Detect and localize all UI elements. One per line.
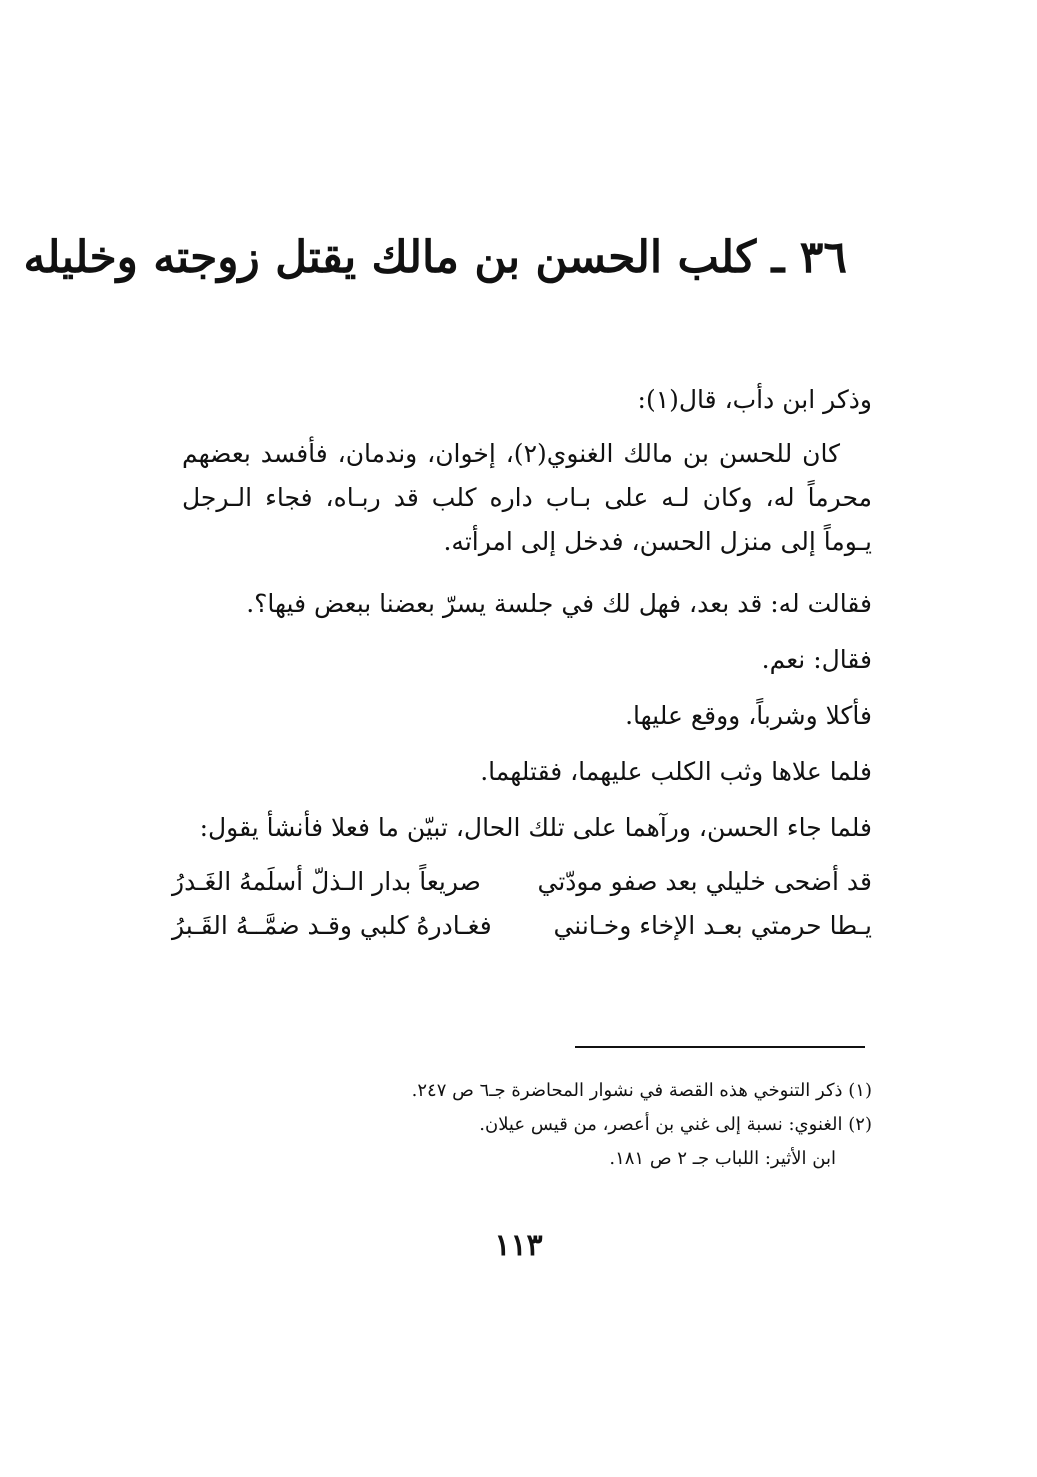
story-paragraph: [182, 432, 872, 564]
paragraph-text: فقالت له: قد بعد، فهل لك في جلسة يسرّ بعضنا ببعض فيها؟.: [246, 589, 872, 618]
footnote-2-continuation: ابن الأثير: اللباب جـ ٢ ص ١٨١.: [609, 1148, 836, 1169]
poem: [172, 860, 872, 948]
footnotes: [182, 1074, 872, 1176]
verse-line: [172, 904, 872, 948]
intro-line: [182, 378, 872, 422]
verse-second-hemistich: صريعاً بدار الـذلّ أسلَمهُ الغَـدرُ: [172, 867, 481, 896]
paragraph-text: فلما جاء الحسن، ورآهما على تلك الحال، تبيّن ما فعلا فأنشأ يقول:: [199, 813, 872, 842]
footnote-1: (١) ذكر التنوخي هذه القصة في نشوار المحاضرة جـ٦ ص ٢٤٧.: [411, 1080, 872, 1101]
dialogue-line: [182, 638, 872, 682]
narrative-line: [182, 750, 872, 794]
verse-first-hemistich: يـطا حرمتي بعـد الإخاء وخـانني: [553, 911, 872, 940]
verse-line: [172, 860, 872, 904]
paragraph-text: كان للحسن بن مالك الغنوي(٢)، إخوان، وندمان، فأفسد بعضهم محرماً له، وكان لـه على بـاب داره كلب قد ربـاه، فجاء الـرجل يـوماً إلى منزل الحسن، فدخل إلى امرأته.: [182, 439, 872, 556]
footnote-separator: [575, 1046, 865, 1048]
narrative-line: [182, 694, 872, 738]
chapter-title: ٣٦ ـ كلب الحسن بن مالك يقتل زوجته وخليله: [23, 232, 847, 283]
footnote-2: (٢) الغنوي: نسبة إلى غني بن أعصر، من قيس عيلان.: [479, 1114, 872, 1135]
paragraph-text: فقال: نعم.: [761, 645, 872, 674]
paragraph-text: وذكر ابن دأب، قال(١):: [637, 385, 872, 414]
narrative-line: [182, 806, 872, 850]
paragraph-text: فأكلا وشرباً، ووقع عليها.: [625, 701, 872, 730]
verse-second-hemistich: فغـادرهُ كلبي وقـد ضمَّــهُ القَـبرُ: [172, 911, 492, 940]
verse-first-hemistich: قد أضحى خليلي بعد صفو مودّتي: [537, 867, 872, 896]
paragraph-text: فلما علاها وثب الكلب عليهما، فقتلهما.: [480, 757, 872, 786]
dialogue-line: [182, 582, 872, 626]
page-number: ١١٣: [494, 1228, 543, 1263]
